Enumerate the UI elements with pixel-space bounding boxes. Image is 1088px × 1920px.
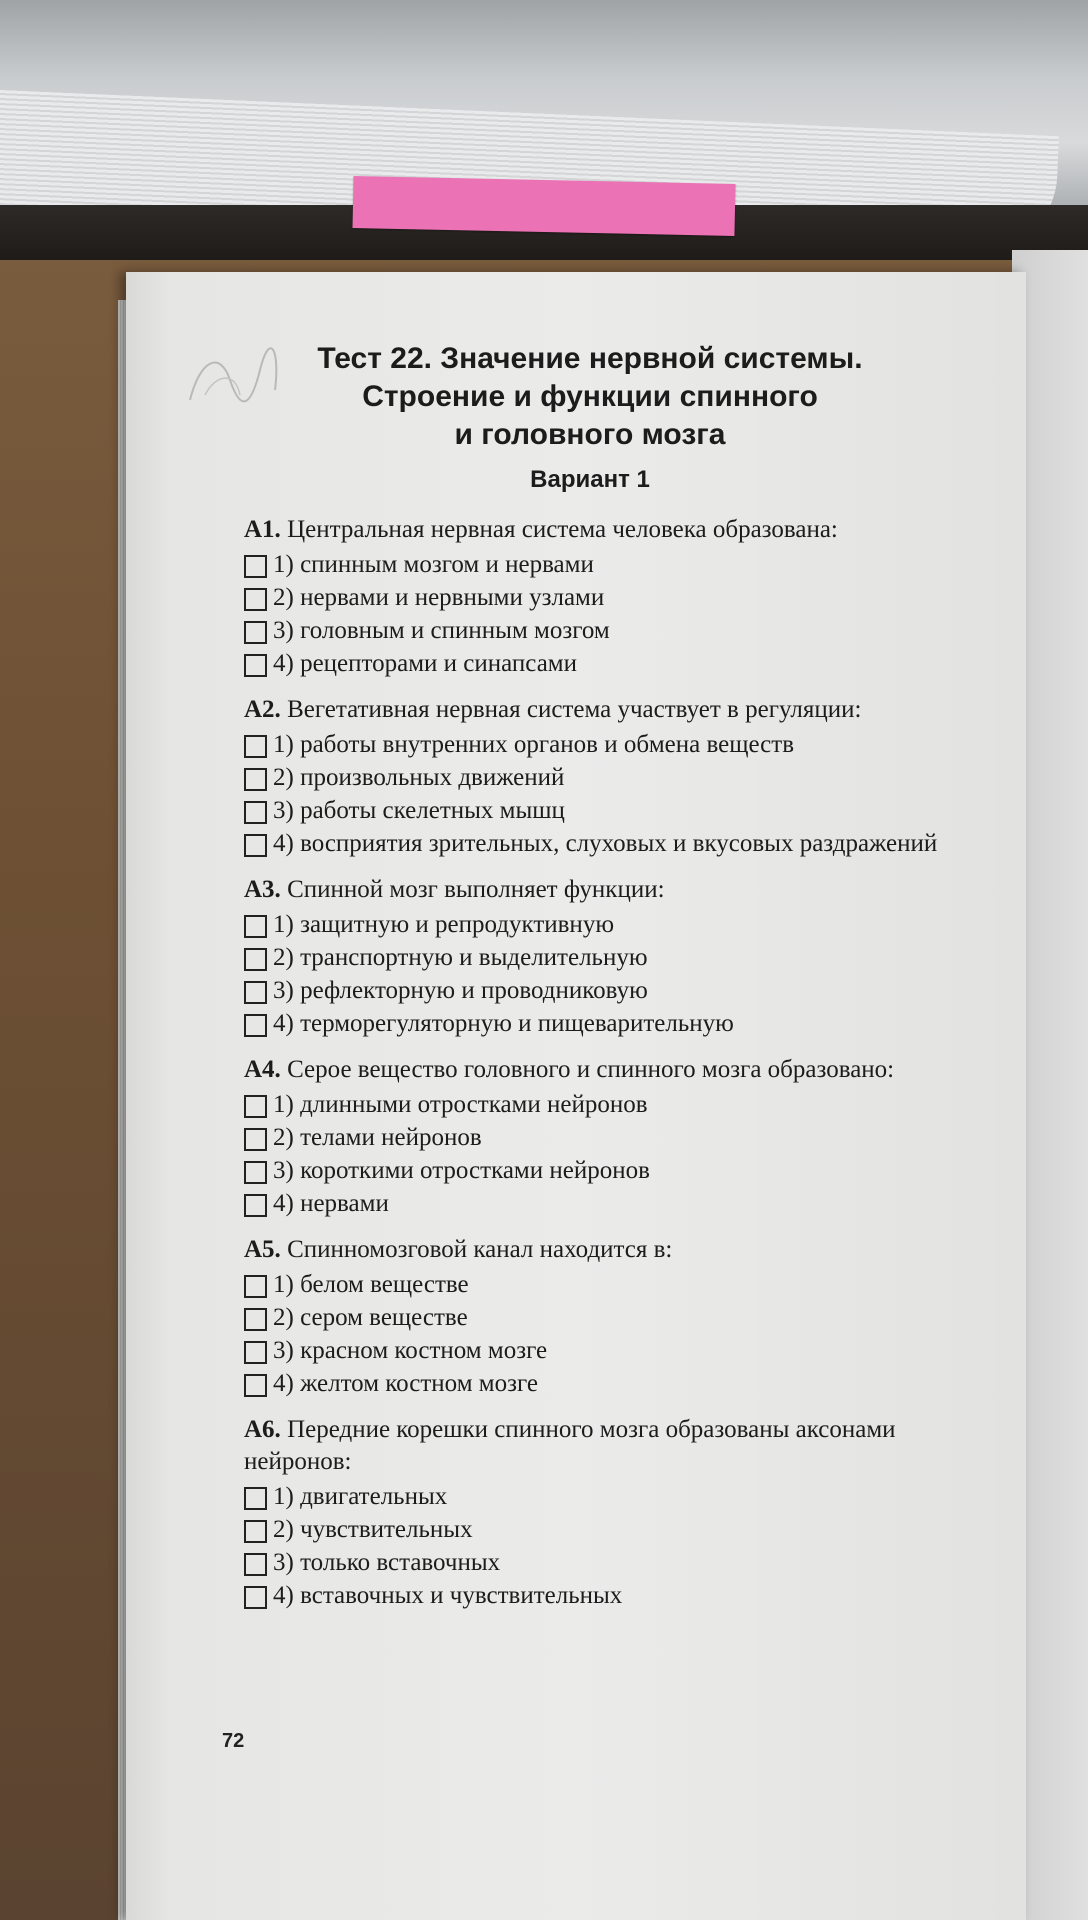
answer-label: 3) короткими отростками нейронов: [273, 1157, 650, 1184]
question-block: [240, 1234, 980, 1400]
answer-checkbox[interactable]: [244, 1341, 267, 1364]
answer-checkbox[interactable]: [244, 1520, 267, 1543]
page-content: [240, 340, 980, 1612]
answer-options: [240, 548, 980, 680]
question-block: [240, 694, 980, 860]
answer-checkbox[interactable]: [244, 915, 267, 938]
question-text: [244, 1234, 980, 1266]
answer-label: 3) только вставочных: [273, 1549, 501, 1576]
answer-label: 3) красном костном мозге: [273, 1337, 548, 1364]
answer-label: 4) желтом костном мозге: [273, 1370, 538, 1397]
answer-checkbox[interactable]: [244, 1308, 267, 1331]
answer-label: 4) рецепторами и синапсами: [273, 650, 577, 677]
answer-label: 2) нервами и нервными узлами: [273, 584, 605, 611]
answer-label: 4) восприятия зрительных, слуховых и вкусовых раздражений: [273, 830, 938, 857]
answer-checkbox[interactable]: [244, 948, 267, 971]
answer-label: 1) спинным мозгом и нервами: [273, 551, 594, 578]
answer-label: 2) чувствительных: [273, 1516, 473, 1543]
answer-option: [240, 1480, 980, 1513]
answer-checkbox[interactable]: [244, 621, 267, 644]
answer-label: 1) работы внутренних органов и обмена веществ: [273, 731, 795, 758]
answer-checkbox[interactable]: [244, 1275, 267, 1298]
answer-checkbox[interactable]: [244, 834, 267, 857]
variant-heading: Вариант 1: [530, 466, 650, 493]
answer-option: [240, 1367, 980, 1400]
question-prompt: Серое вещество головного и спинного мозга образовано:: [287, 1056, 895, 1083]
title-line: Тест 22. Значение нервной системы.: [317, 342, 863, 375]
title-line: и головного мозга: [454, 418, 726, 451]
answer-checkbox[interactable]: [244, 768, 267, 791]
question-number: А4.: [244, 1056, 281, 1083]
pink-bookmark: [352, 176, 735, 236]
answer-options: [240, 908, 980, 1040]
question-number: А6.: [244, 1416, 281, 1443]
answer-label: 4) нервами: [273, 1190, 389, 1217]
answer-checkbox[interactable]: [244, 735, 267, 758]
answer-option: [240, 908, 980, 941]
question-prompt: Спинной мозг выполняет функции:: [287, 876, 665, 903]
answer-option: [240, 941, 980, 974]
answer-options: [240, 1268, 980, 1400]
answer-option: [240, 1268, 980, 1301]
question-prompt: Передние корешки спинного мозга образованы аксонами нейронов:: [244, 1416, 896, 1475]
answer-option: [240, 728, 980, 761]
answer-label: 2) сером веществе: [273, 1304, 468, 1331]
question-prompt: Вегетативная нервная система участвует в регуляции:: [287, 696, 862, 723]
question-text: [244, 694, 980, 726]
page-number: 72: [222, 1730, 245, 1752]
answer-option: [240, 1546, 980, 1579]
answer-label: 1) длинными отростками нейронов: [273, 1091, 648, 1118]
answer-option: [240, 581, 980, 614]
answer-label: 2) произвольных движений: [273, 764, 565, 791]
answer-label: 2) телами нейронов: [273, 1124, 482, 1151]
answer-label: 3) работы скелетных мышц: [273, 797, 565, 824]
question-text: [244, 1054, 980, 1086]
question-block: [240, 1414, 980, 1612]
answer-checkbox[interactable]: [244, 1586, 267, 1609]
answer-option: [240, 1187, 980, 1220]
question-text: [244, 514, 980, 546]
answer-label: 1) двигательных: [273, 1483, 448, 1510]
answer-checkbox[interactable]: [244, 1374, 267, 1397]
question-number: А5.: [244, 1236, 281, 1263]
answer-label: 3) головным и спинным мозгом: [273, 617, 610, 644]
answer-checkbox[interactable]: [244, 1014, 267, 1037]
question-prompt: Спинномозговой канал находится в:: [287, 1236, 673, 1263]
answer-option: [240, 1088, 980, 1121]
answer-option: [240, 761, 980, 794]
answer-checkbox[interactable]: [244, 981, 267, 1004]
answer-option: [240, 548, 980, 581]
answer-label: 4) терморегуляторную и пищеварительную: [273, 1010, 734, 1037]
answer-checkbox[interactable]: [244, 1553, 267, 1576]
answer-checkbox[interactable]: [244, 555, 267, 578]
answer-label: 2) транспортную и выделительную: [273, 944, 648, 971]
answer-option: [240, 614, 980, 647]
question-block: [240, 514, 980, 680]
answer-label: 4) вставочных и чувствительных: [273, 1582, 623, 1609]
answer-option: [240, 974, 980, 1007]
answer-checkbox[interactable]: [244, 1194, 267, 1217]
answer-option: [240, 1301, 980, 1334]
title-line: Строение и функции спинного: [362, 380, 818, 413]
question-text: [244, 1414, 980, 1478]
answer-option: [240, 794, 980, 827]
answer-checkbox[interactable]: [244, 1095, 267, 1118]
answer-checkbox[interactable]: [244, 1128, 267, 1151]
answer-options: [240, 1480, 980, 1612]
answer-option: [240, 1154, 980, 1187]
answer-checkbox[interactable]: [244, 1161, 267, 1184]
answer-checkbox[interactable]: [244, 588, 267, 611]
question-block: [240, 874, 980, 1040]
question-number: А3.: [244, 876, 281, 903]
answer-option: [240, 1513, 980, 1546]
question-block: [240, 1054, 980, 1220]
question-number: А2.: [244, 696, 281, 723]
answer-label: 1) защитную и репродуктивную: [273, 911, 614, 938]
answer-options: [240, 728, 980, 860]
answer-option: [240, 1334, 980, 1367]
question-text: [244, 874, 980, 906]
answer-label: 1) белом веществе: [273, 1271, 469, 1298]
answer-label: 3) рефлекторную и проводниковую: [273, 977, 648, 1004]
answer-options: [240, 1088, 980, 1220]
questions-list: [240, 514, 980, 1612]
question-prompt: Центральная нервная система человека образована:: [287, 516, 838, 543]
answer-option: [240, 827, 980, 860]
answer-option: [240, 1579, 980, 1612]
page-title: [240, 340, 980, 454]
answer-option: [240, 1007, 980, 1040]
answer-option: [240, 647, 980, 680]
answer-option: [240, 1121, 980, 1154]
answer-checkbox[interactable]: [244, 1487, 267, 1510]
answer-checkbox[interactable]: [244, 654, 267, 677]
question-number: А1.: [244, 516, 281, 543]
answer-checkbox[interactable]: [244, 801, 267, 824]
